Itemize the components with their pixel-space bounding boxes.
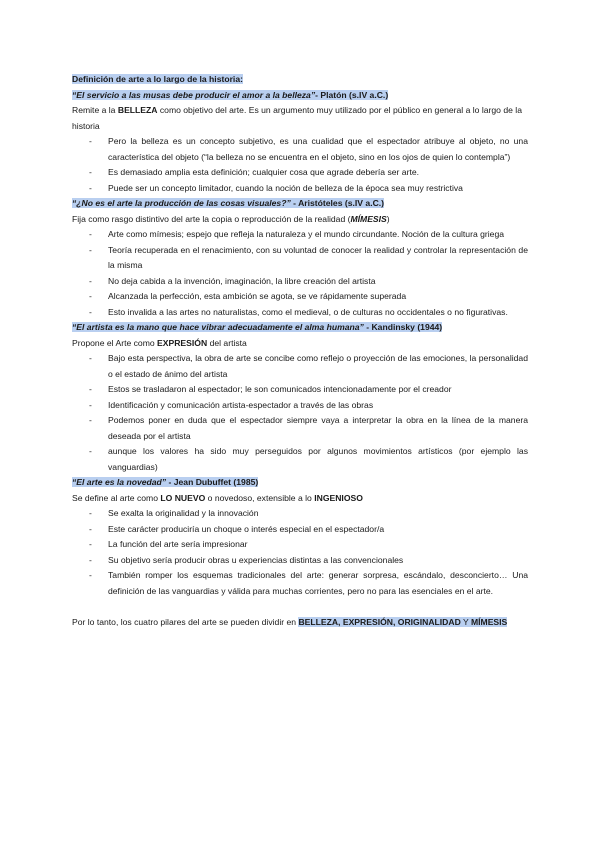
section-quote: “El artista es la mano que hace vibrar adecuadamente el alma humana” [72,322,364,332]
keyword-belleza: BELLEZA [117,105,158,115]
blank-line [72,599,528,615]
document-title: Definición de arte a lo largo de la historia: [72,74,243,84]
list-item: - Se exalta la originalidad y la innovación [89,508,259,518]
pillar-mimesis: MÍMESIS [470,616,508,627]
section-intro: Se define al arte como LO NUEVO o novedoso, extensible a lo INGENIOSO [72,492,363,503]
list-item: - Pero la belleza es un concepto subjetivo, es una cualidad que el espectador atribuye al objeto, no una característica del objeto (“la belleza no se encuentra en el objeto, sino en los ojos de quien lo contempla”) [89,136,528,162]
conclusion: Por lo tanto, los cuatro pilares del arte se pueden dividir en BELLEZA, EXPRESIÓN, ORIGINALIDAD Y MÍMESIS [72,616,508,627]
bullet-list [72,506,528,599]
section-author: - Aristóteles (s.IV a.C.) [293,198,385,208]
list-item: - Este carácter produciría un choque o interés especial en el espectador/a [89,523,385,534]
section-quote: “El arte es la novedad” [72,477,167,487]
section-aristoteles [72,196,528,320]
keyword-mimesis: MÍMESIS [350,213,387,224]
keyword-ingenioso: INGENIOSO [314,492,363,503]
list-item: - Es demasiado amplia esta definición; cualquier cosa que agrade debería ser arte. [89,167,419,177]
bullet-list [72,227,528,320]
section-author: - Platón (s.IV a.C.) [315,89,389,100]
section-quote-line [72,88,528,104]
list-item: - La función del arte sería impresionar [89,539,248,549]
section-intro: Remite a la BELLEZA como objetivo del arte. Es un argumento muy utilizado por el público en general a lo largo de la historia [72,105,522,131]
section-author: - Kandinsky (1944) [366,322,443,332]
section-quote: “El servicio a las musas debe producir el amor a la belleza” [72,89,316,100]
list-item: - No deja cabida a la invención, imaginación, la libre creación del artista [89,275,376,286]
document-body [72,72,528,630]
list-item: - También romper los esquemas tradicionales del arte: generar sorpresa, escándalo, desconcierto… Una definición de las vanguardias y válida para muchas corrientes, pero no para las esenciales en el arte. [89,570,528,596]
list-item: - Puede ser un concepto limitador, cuando la noción de belleza de la época sea muy restrictiva [89,182,463,193]
list-item: - Su objetivo sería producir obras u experiencias distintas a las convencionales [89,554,404,565]
list-item: - Teoría recuperada en el renacimiento, con su voluntad de conocer la realidad y controlar la representación de la misma [89,244,528,270]
list-item: - Identificación y comunicación artista-espectador a través de las obras [89,399,374,410]
bullet-list [72,134,528,196]
list-item: - Arte como mímesis; espejo que refleja la naturaleza y el mundo circundante. Noción de la cultura griega [89,229,505,239]
list-item: - Estos se trasladaron al espectador; le son comunicados intencionadamente por el creador [89,384,452,394]
section-platon [72,88,528,197]
section-author: - Jean Dubuffet (1985) [168,477,259,487]
section-kandinsky [72,320,528,475]
list-item: - Esto invalida a las artes no naturalistas, como el medieval, o de culturas no occidentales o no figurativas. [89,306,508,317]
pillars-list: BELLEZA, EXPRESIÓN, ORIGINALIDAD [298,616,461,627]
list-item: - aunque los valores ha sido muy perseguidos por algunos movimientos artísticos (por ejemplo las vanguardias) [89,446,528,472]
keyword-lo-nuevo: LO NUEVO [160,492,206,503]
list-item: - Bajo esta perspectiva, la obra de arte se concibe como reflejo o proyección de las emociones, la personalidad o el estado de ánimo del artista [89,353,528,379]
section-quote-line [72,475,528,491]
list-item: - Alcanzada la perfección, esta ambición se agota, se ve rápidamente superada [89,291,407,301]
keyword-expresion: EXPRESIÓN [157,337,208,348]
section-quote: “¿No es el arte la producción de las cosas visuales?” [72,198,291,208]
section-dubuffet [72,475,528,599]
section-quote-line [72,196,528,212]
document-title-line [72,72,528,88]
list-item: - Podemos poner en duda que el espectador siempre vaya a interpretar la obra en la línea de la manera deseada por el artista [89,415,528,441]
section-quote-line [72,320,528,336]
section-intro: Fija como rasgo distintivo del arte la copia o reproducción de la realidad (MÍMESIS) [72,213,390,224]
section-intro: Propone el Arte como EXPRESIÓN del artista [72,337,247,348]
bullet-list [72,351,528,475]
